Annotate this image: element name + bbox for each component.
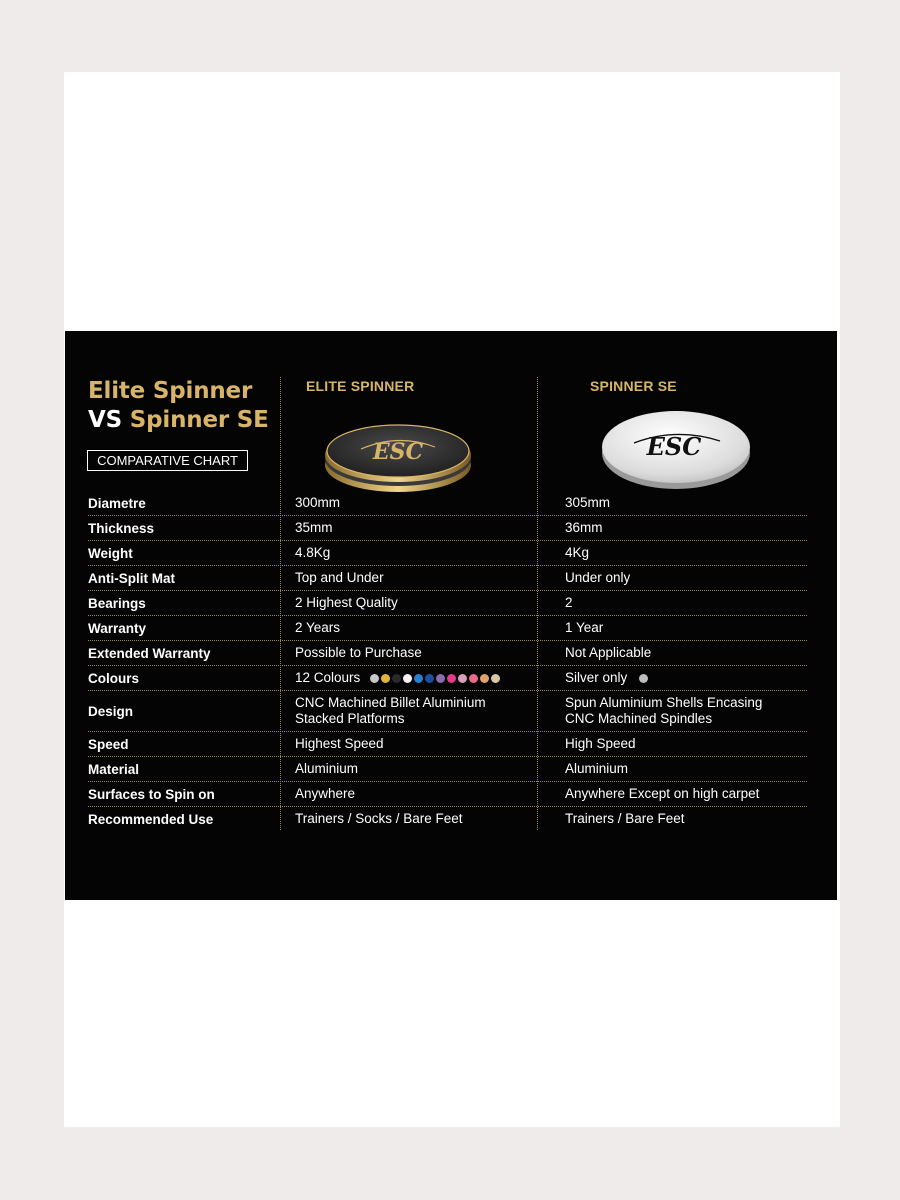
se-design-line-2: CNC Machined Spindles <box>565 711 713 726</box>
table-row <box>88 516 807 541</box>
se-value: Not Applicable <box>565 645 652 660</box>
row-label: Weight <box>88 545 133 561</box>
table-row <box>88 541 807 566</box>
row-label: Diametre <box>88 495 146 511</box>
colour-swatch <box>414 674 423 683</box>
row-label: Design <box>88 703 134 719</box>
table-row <box>88 782 807 807</box>
elite-heading: ELITE SPINNER <box>306 378 415 394</box>
se-value: 4Kg <box>565 545 590 560</box>
comparison-panel <box>65 331 837 900</box>
se-heading: SPINNER SE <box>590 378 677 394</box>
se-logo-text: ESC <box>646 432 702 461</box>
table-row <box>88 591 807 616</box>
se-value <box>565 695 807 727</box>
se-value: High Speed <box>565 736 636 751</box>
title-vs: VS <box>88 407 122 433</box>
table-row <box>88 757 807 782</box>
chart-title <box>88 377 269 435</box>
elite-value: Highest Speed <box>295 736 384 751</box>
row-label: Extended Warranty <box>88 645 211 661</box>
colour-swatch <box>480 674 489 683</box>
colour-swatches <box>370 674 500 683</box>
elite-value: Possible to Purchase <box>295 645 422 660</box>
se-value: Anywhere Except on high carpet <box>565 786 760 801</box>
title-line-2 <box>88 406 269 435</box>
elite-colours-text: 12 Colours <box>295 670 361 685</box>
row-label: Bearings <box>88 595 146 611</box>
colour-swatch <box>469 674 478 683</box>
table-row <box>88 807 807 831</box>
elite-value: 35mm <box>295 520 333 535</box>
colour-swatch <box>403 674 412 683</box>
elite-spinner-image <box>323 415 473 495</box>
row-label: Colours <box>88 670 140 686</box>
comparative-chart-badge: COMPARATIVE CHART <box>87 450 248 471</box>
se-spinner-image <box>600 407 752 491</box>
elite-design-line-2: Stacked Platforms <box>295 711 405 726</box>
elite-value: 2 Highest Quality <box>295 595 398 610</box>
se-value: Aluminium <box>565 761 629 776</box>
row-label: Speed <box>88 736 129 752</box>
row-label: Surfaces to Spin on <box>88 786 215 802</box>
elite-design-line-1: CNC Machined Billet Aluminium <box>295 695 486 710</box>
table-row <box>88 691 807 732</box>
colour-swatch <box>458 674 467 683</box>
table-row <box>88 491 807 516</box>
table-row <box>88 616 807 641</box>
se-value: 36mm <box>565 520 603 535</box>
colour-swatch <box>436 674 445 683</box>
se-value: Under only <box>565 570 631 585</box>
table-row <box>88 732 807 757</box>
colour-swatch <box>370 674 379 683</box>
elite-value <box>295 670 565 686</box>
table-row <box>88 641 807 666</box>
row-label: Warranty <box>88 620 147 636</box>
se-value <box>565 670 807 686</box>
comparison-table <box>88 491 807 831</box>
colour-swatch <box>491 674 500 683</box>
elite-value <box>295 695 565 727</box>
elite-logo-text: ESC <box>372 439 424 465</box>
row-label: Thickness <box>88 520 155 536</box>
se-value: 2 <box>565 595 573 610</box>
row-label: Material <box>88 761 140 777</box>
elite-value: Top and Under <box>295 570 384 585</box>
colour-swatch <box>392 674 401 683</box>
colour-swatch <box>425 674 434 683</box>
row-label: Anti-Split Mat <box>88 570 175 586</box>
elite-value: 4.8Kg <box>295 545 331 560</box>
se-value: 305mm <box>565 495 611 510</box>
elite-value: 2 Years <box>295 620 341 635</box>
elite-value: Aluminium <box>295 761 359 776</box>
colour-swatch <box>381 674 390 683</box>
table-row-colours <box>88 666 807 691</box>
elite-value: Trainers / Socks / Bare Feet <box>295 811 463 826</box>
title-line-1: Elite Spinner <box>88 378 253 404</box>
title-product-2: Spinner SE <box>129 407 269 433</box>
table-row <box>88 566 807 591</box>
silver-swatch <box>639 674 648 683</box>
se-value: 1 Year <box>565 620 604 635</box>
colour-swatch <box>447 674 456 683</box>
se-design-line-1: Spun Aluminium Shells Encasing <box>565 695 763 710</box>
elite-value: Anywhere <box>295 786 356 801</box>
se-colours-text: Silver only <box>565 670 628 685</box>
row-label: Recommended Use <box>88 811 214 827</box>
se-value: Trainers / Bare Feet <box>565 811 685 826</box>
elite-value: 300mm <box>295 495 341 510</box>
